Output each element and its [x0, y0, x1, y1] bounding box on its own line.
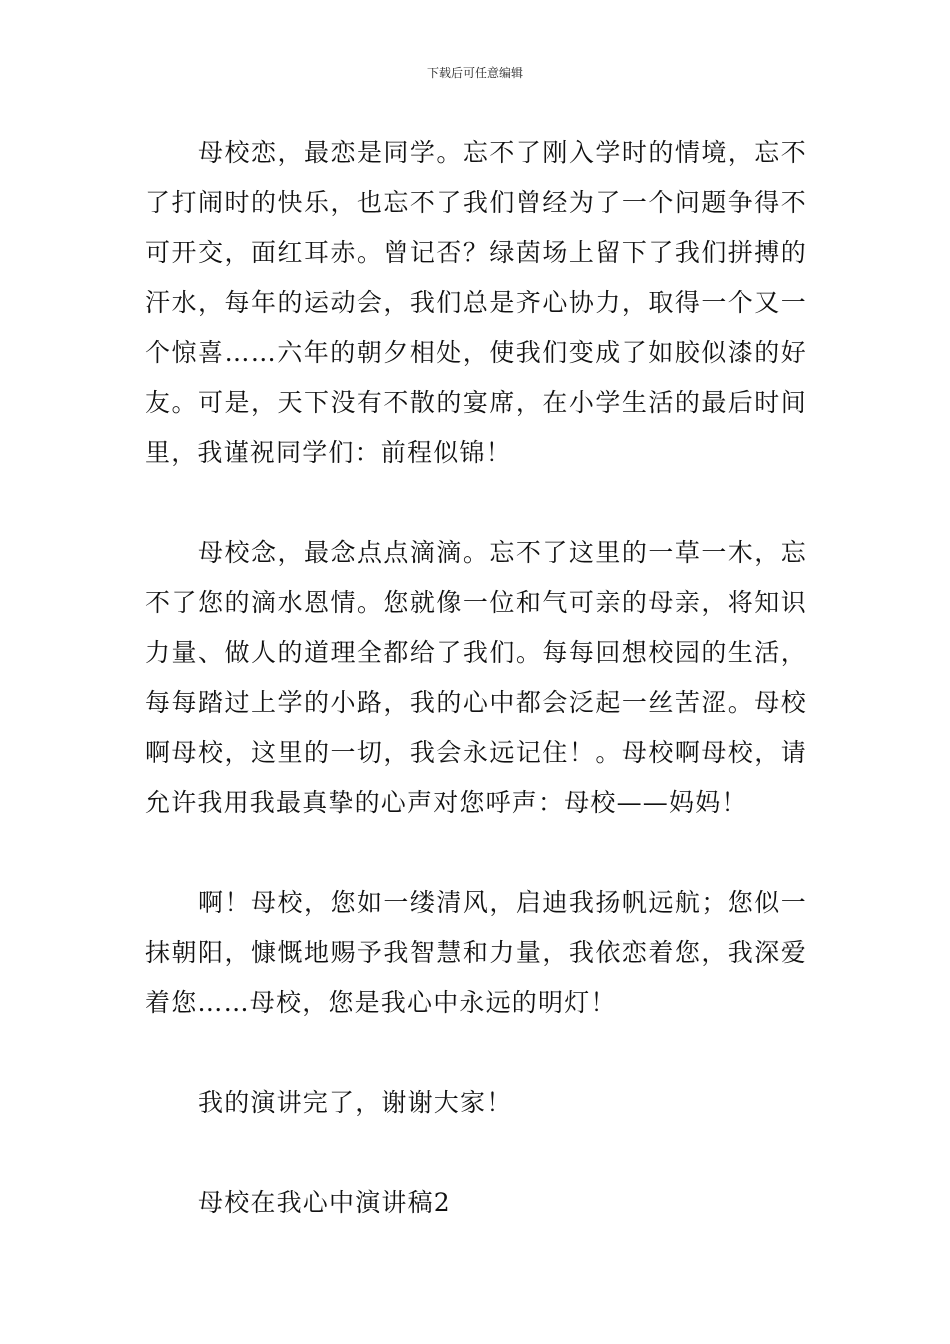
page-header-note: 下载后可任意编辑: [426, 66, 523, 80]
paragraph-gap: [145, 828, 807, 878]
paragraph-gap: [145, 1128, 807, 1178]
document-body: [145, 128, 807, 1228]
paragraph-closing: 我的演讲完了，谢谢大家！: [198, 1088, 513, 1117]
next-speech-title: 母校在我心中演讲稿2: [198, 1188, 451, 1217]
paragraph-praise: 啊！母校，您如一缕清风，启迪我扬帆远航；您似一抹朝阳，慷慨地赐予我智慧和力量，我依恋着您，我深爱着您……母校，您是我心中永远的明灯！: [145, 888, 807, 1017]
paragraph-memories: 母校念，最念点点滴滴。忘不了这里的一草一木，忘不了您的滴水恩情。您就像一位和气可亲的母亲，将知识力量、做人的道理全都给了我们。每每回想校园的生活，每每踏过上学的小路，我的心中都会泛起一丝苦涩。母校啊母校，这里的一切，我会永远记住！。母校啊母校，请允许我用我最真挚的心声对您呼声：母校——妈妈！: [145, 538, 807, 817]
paragraph-classmates: 母校恋，最恋是同学。忘不了刚入学时的情境，忘不了打闹时的快乐，也忘不了我们曾经为了一个问题争得不可开交，面红耳赤。曾记否？绿茵场上留下了我们拼搏的汗水，每年的运动会，我们总是齐心协力，取得一个又一个惊喜……六年的朝夕相处，使我们变成了如胶似漆的好友。可是，天下没有不散的宴席，在小学生活的最后时间里，我谨祝同学们：前程似锦！: [145, 138, 807, 467]
paragraph-gap: [145, 478, 807, 528]
paragraph-gap: [145, 1028, 807, 1078]
